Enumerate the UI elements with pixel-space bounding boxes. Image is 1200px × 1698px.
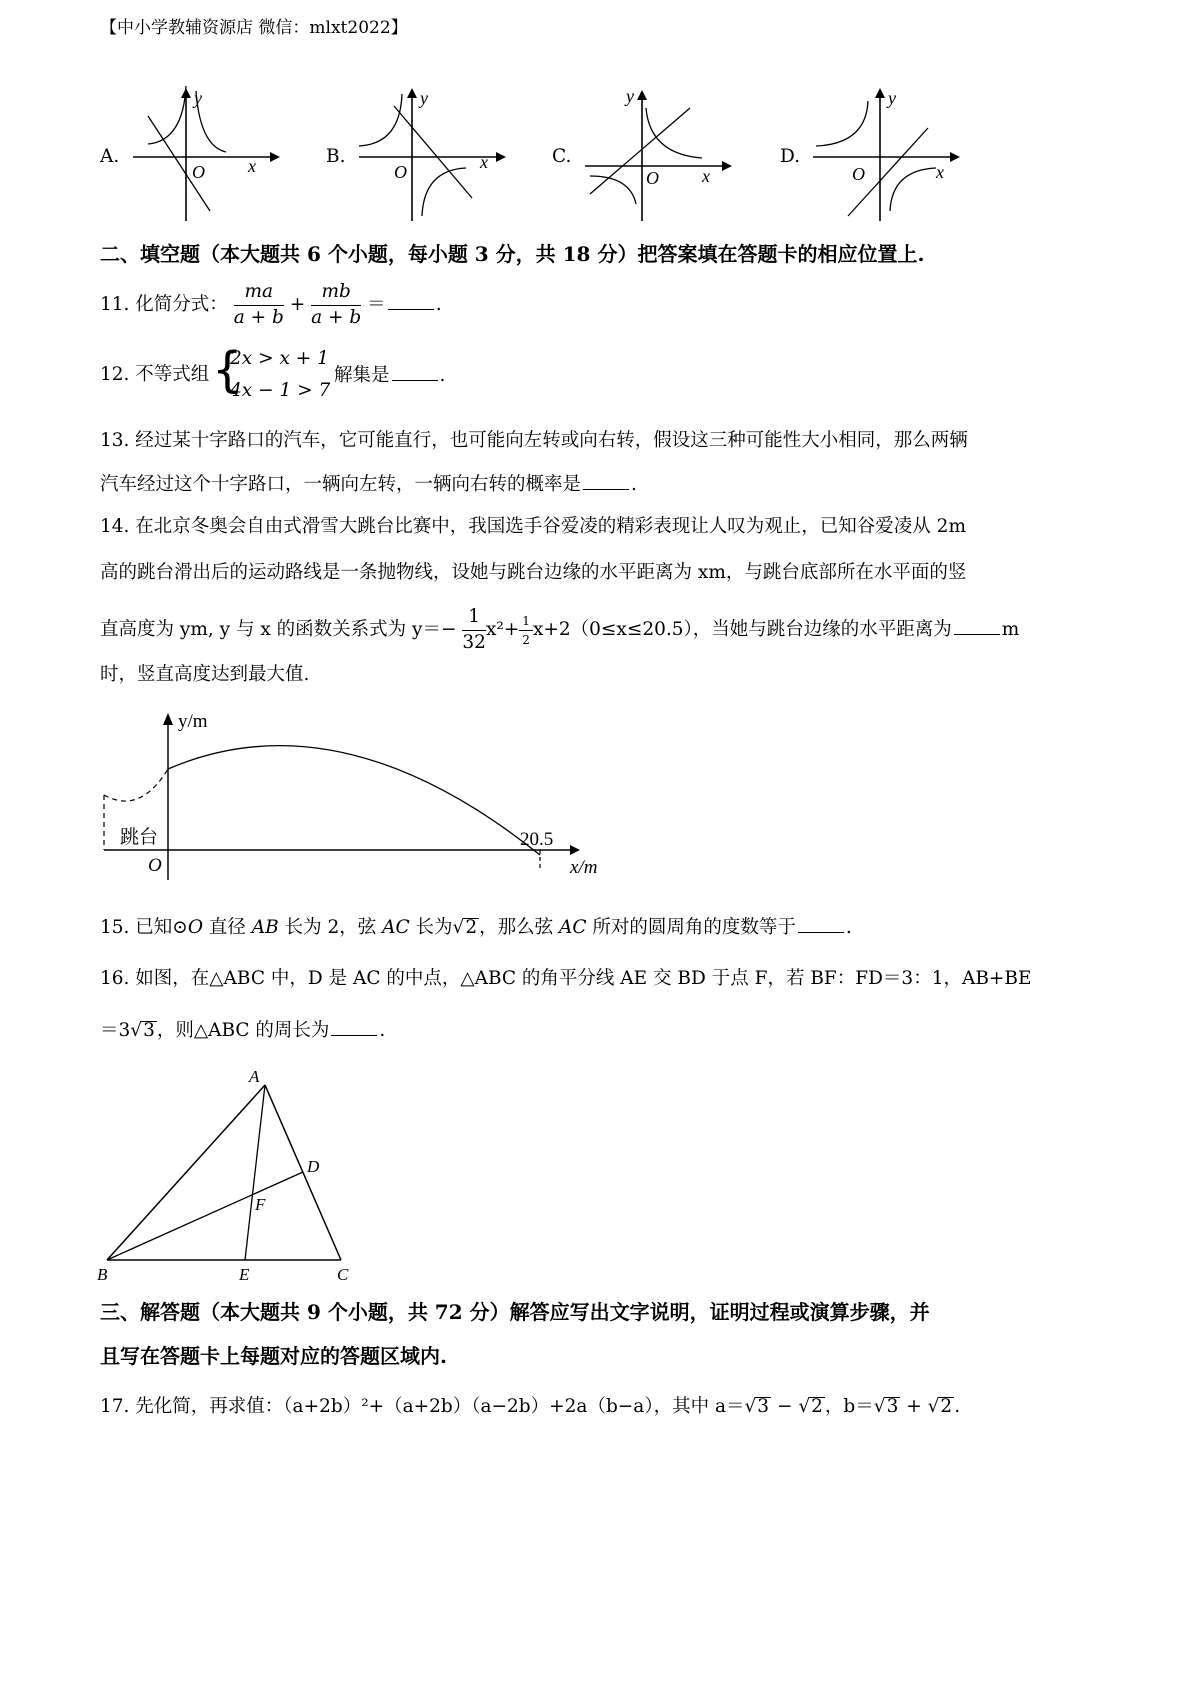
graph-y-label: y/m [178, 711, 208, 732]
x-label: x [480, 152, 488, 172]
q14-half-den: 2 [522, 632, 530, 647]
q14-half-num: 1 [519, 615, 533, 631]
q14-line3b: x²+ [485, 619, 520, 640]
origin-label: O [394, 162, 407, 182]
sqrt-sign: √ [130, 1020, 143, 1041]
graph-x-end: 20.5 [520, 829, 554, 850]
option-label: A. [100, 146, 120, 167]
point-f: F [255, 1195, 266, 1214]
q12-ineq2: 4x − 1 > 7 [230, 380, 331, 401]
graph-b [354, 86, 534, 226]
q16-root: 3 [143, 1020, 155, 1041]
q11-den2: a + b [311, 306, 362, 328]
q17-plus: + [900, 1396, 928, 1417]
q15-root: 2 [465, 917, 478, 938]
q12-brace: { [212, 342, 243, 398]
section3-line2: 且写在答题卡上每题对应的答题区域内. [100, 1344, 447, 1368]
vertex-c: C [337, 1265, 349, 1284]
q11-num2: mb [311, 283, 361, 306]
q11-end: . [435, 294, 442, 315]
q16-end: . [379, 1020, 386, 1041]
origin-label: O [192, 162, 205, 182]
q16-line2b: ，则△ABC 的周长为 [156, 1020, 330, 1041]
q14-line4: 时，竖直高度达到最大值. [100, 664, 310, 685]
q17-end: . [954, 1396, 961, 1417]
q16-line1: 16. 如图，在△ABC 中，D 是 AC 的中点，△ABC 的角平分线 AE 交 BD 于点 F，若 BF：FD＝3：1，AB+BE [100, 968, 1032, 989]
q17-mid: ，b＝ [824, 1396, 874, 1417]
q15-mid1: 直径 [202, 917, 252, 938]
graph-origin: O [148, 855, 162, 876]
q16-triangle-figure [95, 1060, 365, 1285]
q11-num1: ma [234, 283, 284, 306]
vertex-b: B [97, 1265, 108, 1284]
q17 [100, 1397, 960, 1417]
y-label: y [194, 88, 202, 108]
vertex-a: A [249, 1067, 260, 1086]
q11-plus: + [289, 294, 306, 315]
x-label: x [248, 156, 256, 176]
q11-den1: a + b [233, 306, 284, 328]
q16-line2 [100, 1021, 385, 1041]
sqrt-sign: √ [452, 917, 465, 938]
graph-d [808, 86, 988, 226]
point-d: D [307, 1157, 320, 1176]
q14-graph [100, 705, 620, 885]
q15-mid2: 长为 2，弦 [278, 917, 383, 938]
point-e: E [239, 1265, 250, 1284]
q14-frac [462, 608, 486, 652]
y-label: y [888, 88, 896, 108]
q17-text: 17. 先化简，再求值：（a+2b）²+（a+2b）（a−2b）+2a（b−a），其中 a＝ [100, 1396, 745, 1417]
graph-platform-label: 跳台 [120, 827, 159, 848]
x-label: x [936, 162, 944, 182]
origin-label: O [852, 164, 865, 184]
graph-c [580, 86, 760, 226]
q11-prefix: 11. 化简分式： [100, 294, 228, 315]
option-label: D. [780, 146, 801, 167]
q14-line3a: 直高度为 ym, y 与 x 的函数关系式为 y＝− [100, 619, 457, 640]
q12-ineq1: 2x > x + 1 [230, 348, 329, 369]
q14-half [519, 615, 533, 646]
answer-blank [583, 475, 629, 490]
q15-ac: AC [382, 917, 410, 938]
q15-end: . [845, 917, 852, 938]
option-label: B. [326, 146, 346, 167]
graph-a [128, 86, 308, 226]
q14-line3d: m [1001, 619, 1020, 640]
q17-r4: 2 [940, 1396, 953, 1417]
q17-minus: − [771, 1396, 799, 1417]
sqrt-sign: √ [744, 1396, 757, 1417]
q12-suffix-line [334, 366, 445, 386]
header-watermark: 【中小学教辅资源店 微信：mlxt2022】 [100, 18, 408, 38]
section3-line1: 三、解答题（本大题共 9 个小题，共 72 分）解答应写出文字说明，证明过程或演算步骤，并 [100, 1300, 930, 1324]
q14-line3 [100, 608, 1019, 652]
sqrt-sign: √ [873, 1396, 886, 1417]
q13-line1: 13. 经过某十字路口的汽车，它可能直行，也可能向左转或向右转，假设这三种可能性大小相同，那么两辆 [100, 430, 968, 451]
answer-blank [954, 620, 1000, 635]
q13-line2: 汽车经过这个十字路口，一辆向左转，一辆向右转的概率是 [100, 474, 582, 495]
q14-frac-den: 32 [462, 631, 486, 653]
q14-frac-num: 1 [462, 608, 486, 631]
q11-eq: ＝ [367, 294, 386, 315]
q11-frac2 [311, 283, 361, 327]
q15-mid5: 所对的圆周角的度数等于 [586, 917, 796, 938]
y-label: y [420, 88, 428, 108]
q12-end: . [439, 365, 446, 386]
q15-mid4: ，那么弦 [479, 917, 560, 938]
q15 [100, 918, 852, 938]
q14-line1: 14. 在北京冬奥会自由式滑雪大跳台比赛中，我国选手谷爱凌的精彩表现让人叹为观止，已知谷爱凌从 2m [100, 516, 966, 537]
q15-ab: AB [251, 917, 279, 938]
sqrt-sign: √ [927, 1396, 940, 1417]
q13-line2-wrap [100, 475, 637, 495]
q11 [100, 283, 442, 327]
answer-blank [388, 295, 434, 310]
answer-blank [331, 1021, 377, 1036]
q17-r1: 3 [757, 1396, 770, 1417]
section2-heading: 二、填空题（本大题共 6 个小题，每小题 3 分，共 18 分）把答案填在答题卡的相应位置上. [100, 242, 925, 266]
sqrt-sign: √ [798, 1396, 811, 1417]
q13-end: . [631, 474, 637, 495]
q14-line2: 高的跳台滑出后的运动路线是一条抛物线，设她与跳台边缘的水平距离为 xm，与跳台底部所在水平面的竖 [100, 562, 967, 583]
q15-mid3: 长为 [409, 917, 453, 938]
q17-r3: 3 [886, 1396, 899, 1417]
q15-o: O [187, 917, 203, 938]
answer-blank [798, 918, 844, 933]
q16-line2a: ＝3 [100, 1020, 131, 1041]
q15-ac2: AC [559, 917, 587, 938]
q12-suffix: 解集是 [334, 365, 390, 386]
origin-label: O [646, 168, 659, 188]
q11-frac1 [234, 283, 284, 327]
option-label: C. [552, 146, 572, 167]
q12-prefix: 12. 不等式组 [100, 364, 210, 385]
y-label: y [626, 86, 634, 106]
q14-line3c: x+2（0≤x≤20.5），当她与跳台边缘的水平距离为 [532, 619, 952, 640]
answer-blank [392, 366, 438, 381]
x-label: x [702, 166, 710, 186]
q15-prefix: 15. 已知⊙ [100, 917, 188, 938]
q17-r2: 2 [811, 1396, 823, 1417]
graph-x-label: x/m [570, 857, 598, 878]
